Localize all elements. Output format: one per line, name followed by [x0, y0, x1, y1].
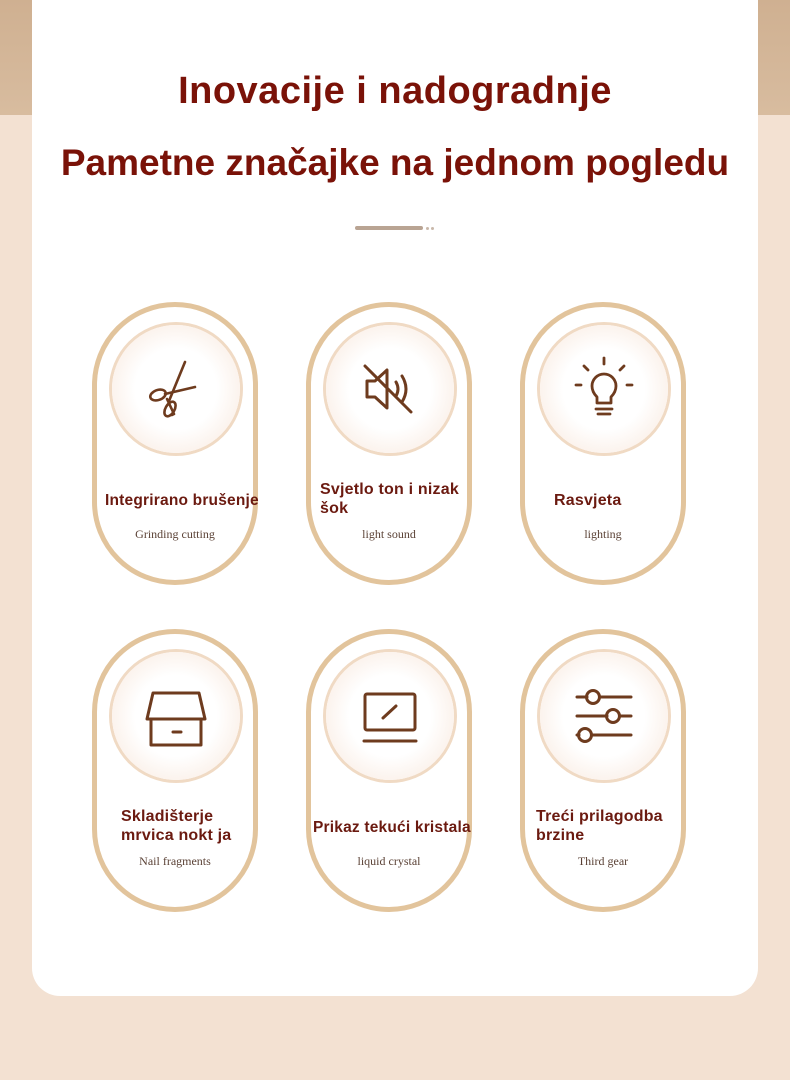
- feature-title: Skladišterje mrvica nokt ja: [121, 808, 232, 844]
- storage-box-icon: [139, 679, 213, 753]
- muted-speaker-icon: [353, 352, 427, 426]
- icon-disc: [540, 652, 668, 780]
- feature-title: Treći prilagodba brzine: [536, 808, 663, 844]
- feature-card-grinding: [92, 302, 258, 585]
- sliders-icon: [567, 679, 641, 753]
- scissors-icon: [139, 352, 213, 426]
- feature-title: Integrirano brušenje: [105, 492, 259, 509]
- feature-subtitle: Third gear: [577, 854, 629, 868]
- feature-card-lighting: [520, 302, 686, 585]
- feature-title: Prikaz tekući kristala: [313, 819, 471, 836]
- feature-subtitle: light sound: [362, 527, 416, 541]
- feature-card-third-gear: [520, 629, 686, 912]
- icon-disc: [112, 325, 240, 453]
- display-screen-icon: [353, 679, 427, 753]
- page-title: Inovacije i nadogradnje: [178, 70, 612, 112]
- icon-disc: [326, 652, 454, 780]
- page-subtitle: Pametne značajke na jednom pogledu: [60, 142, 730, 183]
- feature-subtitle: Grinding cutting: [135, 527, 215, 541]
- feature-title: Rasvjeta: [554, 492, 622, 509]
- icon-disc: [540, 325, 668, 453]
- feature-subtitle: Nail fragments: [139, 854, 211, 868]
- icon-disc: [112, 652, 240, 780]
- feature-card-nail-fragments: [92, 629, 258, 912]
- feature-subtitle: lighting: [584, 527, 622, 541]
- icon-disc: [326, 325, 454, 453]
- feature-card-liquid-crystal: [306, 629, 472, 912]
- light-bulb-icon: [567, 352, 641, 426]
- title-divider: [355, 226, 437, 230]
- feature-card-light-sound: [306, 302, 472, 585]
- feature-title: Svjetlo ton i nizak šok: [320, 481, 459, 517]
- feature-subtitle: liquid crystal: [357, 854, 421, 868]
